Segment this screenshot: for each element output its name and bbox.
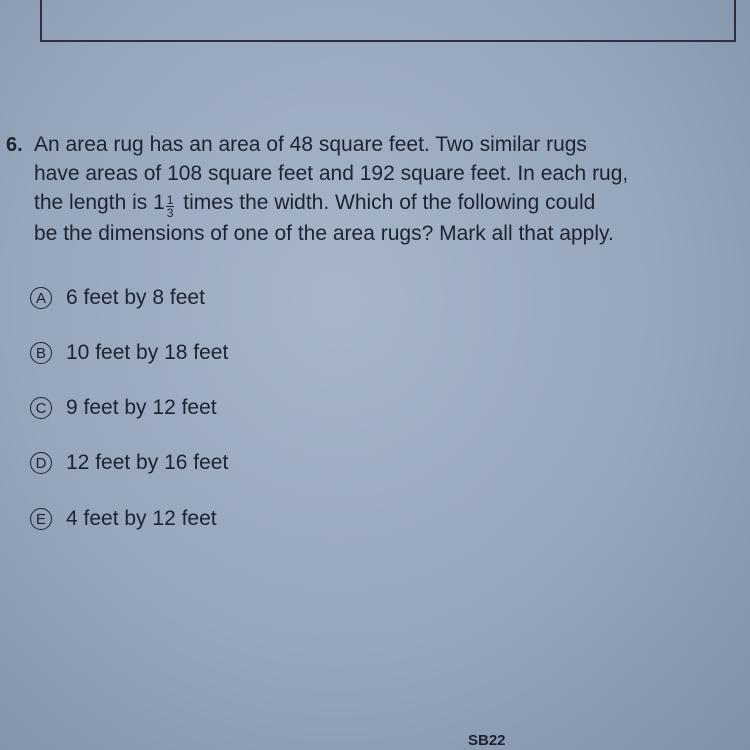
option-e[interactable] [30, 504, 217, 534]
option-b-bubble[interactable]: B [30, 342, 52, 364]
question-text [34, 130, 734, 248]
question-line-3 [34, 188, 734, 219]
question-line-3-start: the length is 1 [34, 191, 165, 214]
option-a-label: 6 feet by 8 feet [66, 286, 205, 309]
option-b-label: 10 feet by 18 feet [66, 341, 229, 364]
question-line-3-end: times the width. Which of the following could [177, 191, 596, 214]
question-line-2: have areas of 108 square feet and 192 square feet. In each rug, [34, 162, 629, 185]
question-number: 6. [6, 134, 23, 156]
option-c-bubble[interactable]: C [30, 397, 52, 419]
answer-box [40, 0, 736, 42]
option-a[interactable] [30, 283, 205, 313]
mixed-fraction [166, 194, 175, 219]
fraction-denominator: 3 [166, 206, 174, 220]
page-code: SB22 [468, 732, 506, 749]
option-d-label: 12 feet by 16 feet [66, 451, 229, 474]
option-a-bubble[interactable]: A [30, 287, 52, 309]
question-line-4: be the dimensions of one of the area rugs? Mark all that apply. [34, 222, 614, 245]
question-line-1: An area rug has an area of 48 square feet. Two similar rugs [34, 133, 587, 156]
fraction-numerator: 1 [166, 193, 174, 207]
option-e-bubble[interactable]: E [30, 508, 52, 530]
option-e-label: 4 feet by 12 feet [66, 507, 217, 530]
option-c-label: 9 feet by 12 feet [66, 396, 217, 419]
option-c[interactable] [30, 393, 217, 423]
option-d[interactable] [30, 448, 228, 478]
option-b[interactable] [30, 338, 228, 368]
option-d-bubble[interactable]: D [30, 452, 52, 474]
